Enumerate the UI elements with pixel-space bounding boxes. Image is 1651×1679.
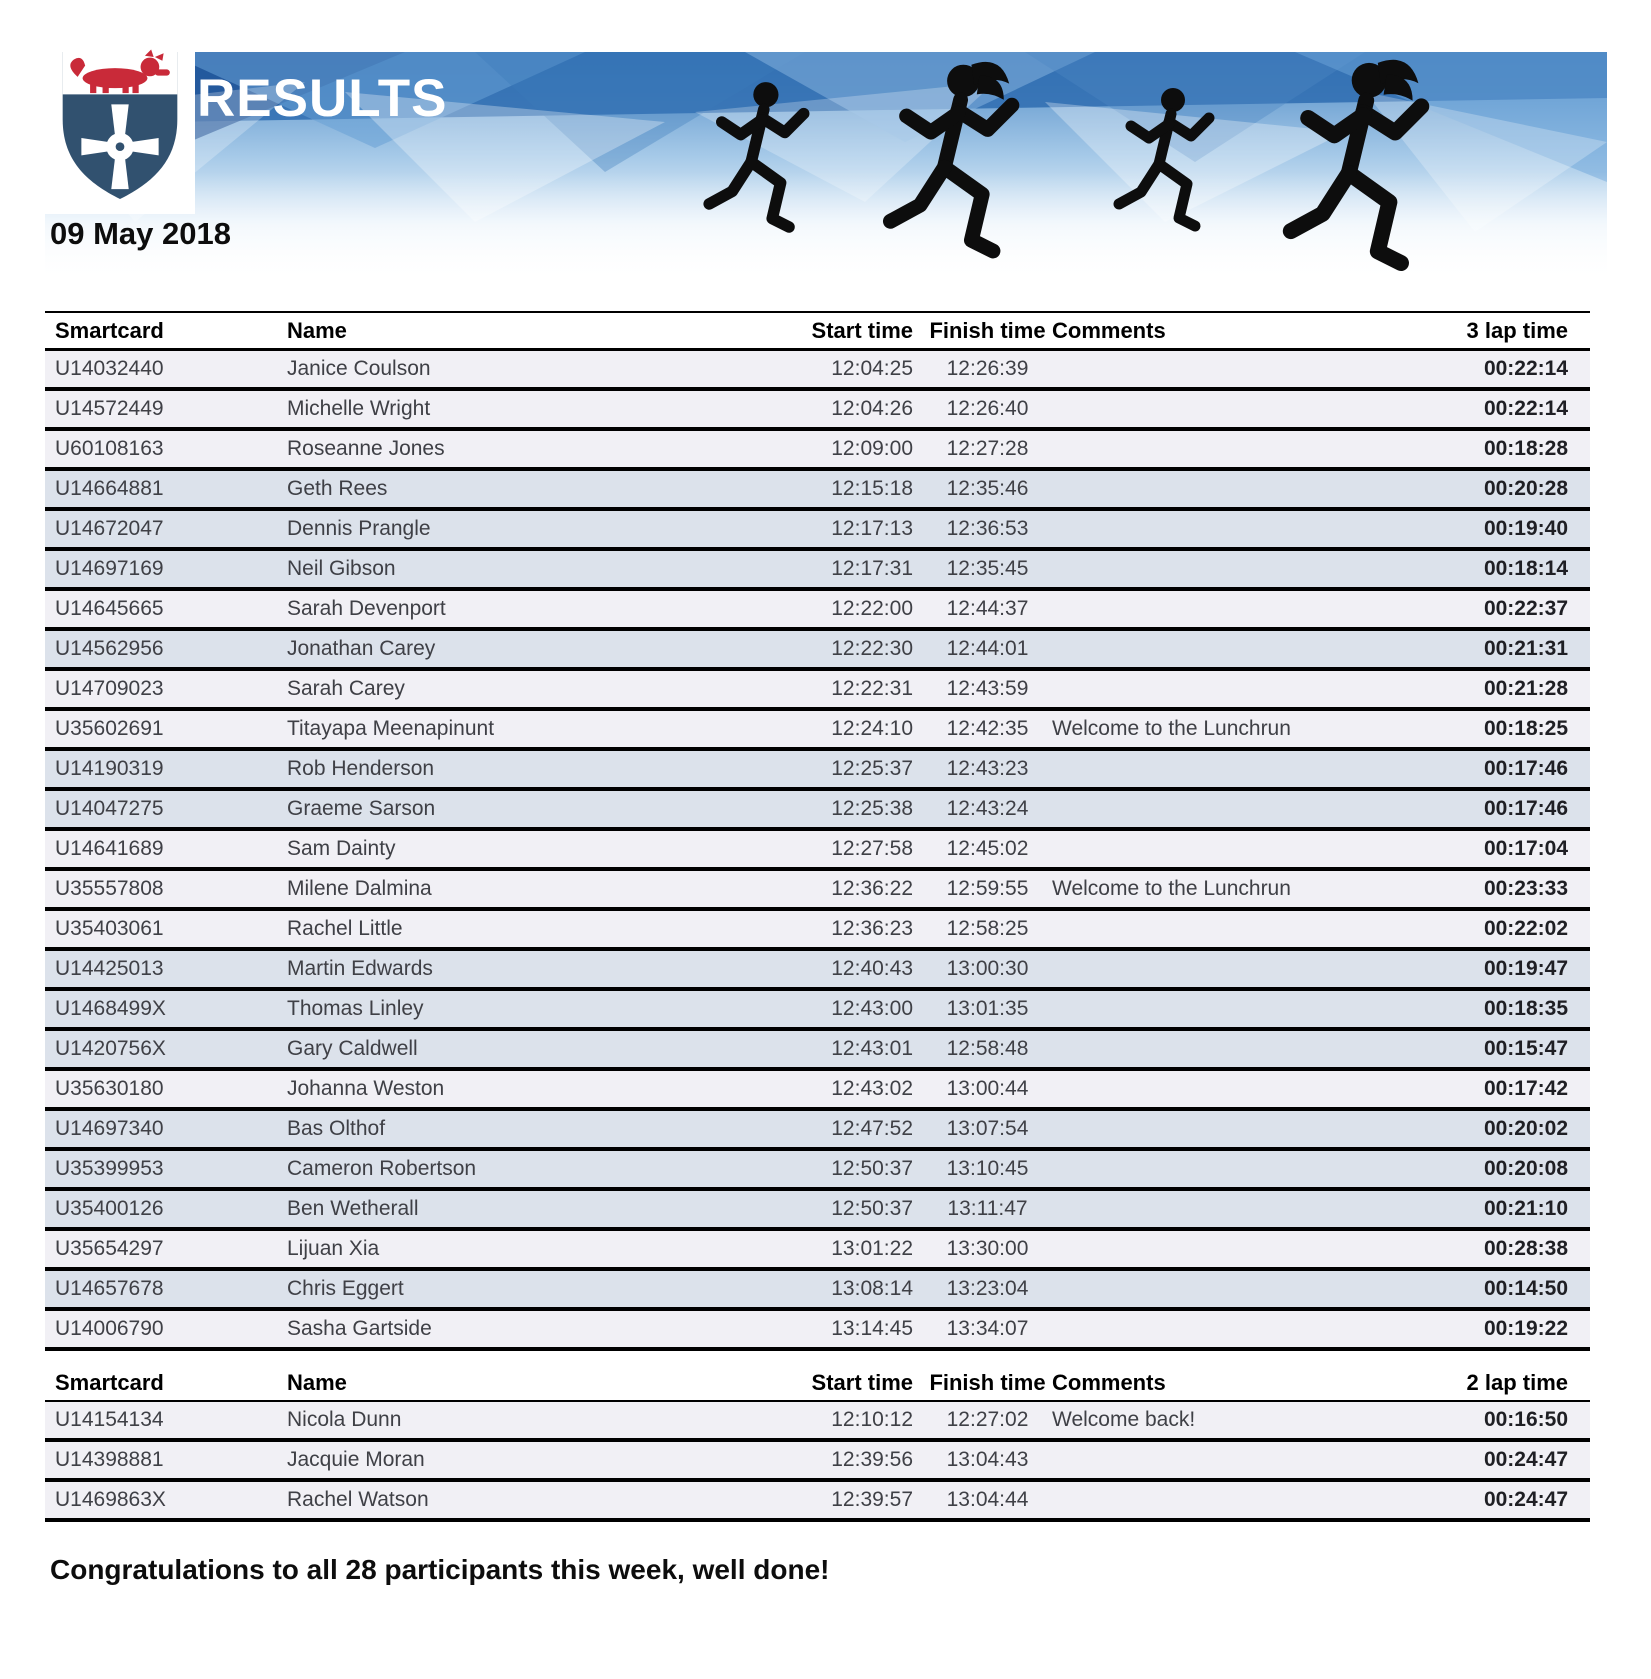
cell-name: Lijuan Xia <box>285 1229 810 1269</box>
cell-card: U35630180 <box>45 1069 285 1109</box>
cell-name: Jacquie Moran <box>285 1440 810 1480</box>
cell-start: 12:50:37 <box>810 1189 925 1229</box>
cell-start: 12:22:30 <box>810 629 925 669</box>
cell-name: Dennis Prangle <box>285 509 810 549</box>
cell-lap: 00:19:40 <box>1335 509 1590 549</box>
column-header-smartcard: Smartcard <box>45 1365 285 1401</box>
cell-card: U1420756X <box>45 1029 285 1069</box>
column-header-start-time: Start time <box>810 312 925 350</box>
cell-start: 12:17:31 <box>810 549 925 589</box>
cell-finish: 12:59:55 <box>925 869 1050 909</box>
cell-lap: 00:17:46 <box>1335 749 1590 789</box>
cell-comment <box>1050 629 1335 669</box>
cell-finish: 12:27:28 <box>925 429 1050 469</box>
cell-lap: 00:14:50 <box>1335 1269 1590 1309</box>
cell-comment <box>1050 1440 1335 1480</box>
cell-name: Roseanne Jones <box>285 429 810 469</box>
cell-name: Neil Gibson <box>285 549 810 589</box>
cell-finish: 12:43:23 <box>925 749 1050 789</box>
cell-lap: 00:22:14 <box>1335 389 1590 429</box>
table-row <box>45 1309 1590 1349</box>
cell-lap: 00:22:02 <box>1335 909 1590 949</box>
cell-finish: 12:26:39 <box>925 350 1050 390</box>
cell-comment <box>1050 1229 1335 1269</box>
results-table-3lap <box>45 311 1590 1351</box>
cell-start: 12:36:23 <box>810 909 925 949</box>
cell-lap: 00:17:46 <box>1335 789 1590 829</box>
cell-lap: 00:24:47 <box>1335 1480 1590 1520</box>
runner-silhouettes-icon <box>645 52 1605 282</box>
cell-start: 12:22:31 <box>810 669 925 709</box>
cell-lap: 00:18:28 <box>1335 429 1590 469</box>
cell-finish: 12:35:45 <box>925 549 1050 589</box>
table-row <box>45 949 1590 989</box>
cell-finish: 12:45:02 <box>925 829 1050 869</box>
column-header-finish-time: Finish time <box>925 1365 1050 1401</box>
cell-comment <box>1050 589 1335 629</box>
cell-card: U14664881 <box>45 469 285 509</box>
cell-lap: 00:23:33 <box>1335 869 1590 909</box>
cell-comment: Welcome to the Lunchrun <box>1050 869 1335 909</box>
column-header-name: Name <box>285 312 810 350</box>
cell-comment <box>1050 989 1335 1029</box>
cell-name: Graeme Sarson <box>285 789 810 829</box>
cell-finish: 13:11:47 <box>925 1189 1050 1229</box>
cell-card: U14697169 <box>45 549 285 589</box>
table-row <box>45 749 1590 789</box>
cell-comment <box>1050 1149 1335 1189</box>
cell-start: 12:17:13 <box>810 509 925 549</box>
cell-name: Milene Dalmina <box>285 869 810 909</box>
cell-card: U14572449 <box>45 389 285 429</box>
cell-card: U14006790 <box>45 1309 285 1349</box>
cell-comment <box>1050 669 1335 709</box>
cell-finish: 12:43:24 <box>925 789 1050 829</box>
cell-start: 12:25:37 <box>810 749 925 789</box>
cell-lap: 00:19:47 <box>1335 949 1590 989</box>
table-row <box>45 1480 1590 1520</box>
cell-start: 12:39:57 <box>810 1480 925 1520</box>
cell-start: 12:27:58 <box>810 829 925 869</box>
cell-name: Nicola Dunn <box>285 1401 810 1440</box>
cell-comment <box>1050 1189 1335 1229</box>
cell-finish: 12:35:46 <box>925 469 1050 509</box>
university-crest-icon <box>45 42 195 214</box>
cell-card: U60108163 <box>45 429 285 469</box>
table-row <box>45 669 1590 709</box>
column-header-finish-time: Finish time <box>925 312 1050 350</box>
cell-start: 12:43:01 <box>810 1029 925 1069</box>
cell-start: 12:43:00 <box>810 989 925 1029</box>
header-banner <box>45 42 1607 292</box>
cell-finish: 13:00:44 <box>925 1069 1050 1109</box>
cell-card: U35602691 <box>45 709 285 749</box>
cell-lap: 00:19:22 <box>1335 1309 1590 1349</box>
cell-card: U1469863X <box>45 1480 285 1520</box>
cell-lap: 00:22:37 <box>1335 589 1590 629</box>
table-row <box>45 469 1590 509</box>
cell-lap: 00:18:14 <box>1335 549 1590 589</box>
cell-card: U14697340 <box>45 1109 285 1149</box>
cell-finish: 12:42:35 <box>925 709 1050 749</box>
cell-card: U1468499X <box>45 989 285 1029</box>
cell-comment <box>1050 1480 1335 1520</box>
cell-name: Chris Eggert <box>285 1269 810 1309</box>
cell-comment <box>1050 749 1335 789</box>
cell-card: U35400126 <box>45 1189 285 1229</box>
cell-lap: 00:20:08 <box>1335 1149 1590 1189</box>
cell-name: Ben Wetherall <box>285 1189 810 1229</box>
cell-name: Martin Edwards <box>285 949 810 989</box>
cell-start: 12:24:10 <box>810 709 925 749</box>
cell-finish: 12:58:25 <box>925 909 1050 949</box>
cell-lap: 00:24:47 <box>1335 1440 1590 1480</box>
table-row <box>45 1440 1590 1480</box>
cell-name: Rachel Little <box>285 909 810 949</box>
cell-name: Sam Dainty <box>285 829 810 869</box>
table-row <box>45 1029 1590 1069</box>
cell-start: 12:50:37 <box>810 1149 925 1189</box>
cell-card: U14641689 <box>45 829 285 869</box>
cell-card: U14154134 <box>45 1401 285 1440</box>
cell-comment <box>1050 829 1335 869</box>
cell-comment <box>1050 1029 1335 1069</box>
table-row <box>45 789 1590 829</box>
table-row <box>45 1269 1590 1309</box>
cell-finish: 13:10:45 <box>925 1149 1050 1189</box>
cell-start: 12:15:18 <box>810 469 925 509</box>
cell-comment: Welcome to the Lunchrun <box>1050 709 1335 749</box>
cell-comment: Welcome back! <box>1050 1401 1335 1440</box>
cell-lap: 00:17:04 <box>1335 829 1590 869</box>
cell-start: 12:22:00 <box>810 589 925 629</box>
table-header <box>45 1365 1590 1401</box>
cell-finish: 13:34:07 <box>925 1309 1050 1349</box>
column-header-name: Name <box>285 1365 810 1401</box>
column-header-comments: Comments <box>1050 312 1335 350</box>
table-row <box>45 1401 1590 1440</box>
cell-name: Bas Olthof <box>285 1109 810 1149</box>
column-header-start-time: Start time <box>810 1365 925 1401</box>
cell-card: U14562956 <box>45 629 285 669</box>
column-header-2-lap-time: 2 lap time <box>1335 1365 1590 1401</box>
cell-finish: 13:04:44 <box>925 1480 1050 1520</box>
cell-finish: 12:44:37 <box>925 589 1050 629</box>
cell-start: 12:40:43 <box>810 949 925 989</box>
cell-comment <box>1050 1309 1335 1349</box>
cell-card: U14709023 <box>45 669 285 709</box>
table-row <box>45 1069 1590 1109</box>
cell-start: 12:25:38 <box>810 789 925 829</box>
table-row <box>45 909 1590 949</box>
table-row <box>45 709 1590 749</box>
cell-start: 13:14:45 <box>810 1309 925 1349</box>
cell-card: U14190319 <box>45 749 285 789</box>
cell-lap: 00:15:47 <box>1335 1029 1590 1069</box>
table-row <box>45 389 1590 429</box>
table-row <box>45 829 1590 869</box>
cell-start: 12:10:12 <box>810 1401 925 1440</box>
cell-start: 12:04:26 <box>810 389 925 429</box>
cell-comment <box>1050 789 1335 829</box>
cell-name: Janice Coulson <box>285 350 810 390</box>
cell-name: Sarah Carey <box>285 669 810 709</box>
cell-card: U14398881 <box>45 1440 285 1480</box>
results-table-2lap <box>45 1365 1590 1522</box>
cell-lap: 00:16:50 <box>1335 1401 1590 1440</box>
cell-name: Titayapa Meenapinunt <box>285 709 810 749</box>
cell-start: 13:01:22 <box>810 1229 925 1269</box>
column-header-comments: Comments <box>1050 1365 1335 1401</box>
table-row <box>45 509 1590 549</box>
cell-finish: 13:04:43 <box>925 1440 1050 1480</box>
cell-lap: 00:18:35 <box>1335 989 1590 1029</box>
cell-lap: 00:20:28 <box>1335 469 1590 509</box>
cell-finish: 12:43:59 <box>925 669 1050 709</box>
cell-card: U14032440 <box>45 350 285 390</box>
cell-name: Johanna Weston <box>285 1069 810 1109</box>
cell-start: 12:09:00 <box>810 429 925 469</box>
cell-lap: 00:20:02 <box>1335 1109 1590 1149</box>
cell-finish: 13:07:54 <box>925 1109 1050 1149</box>
cell-finish: 13:01:35 <box>925 989 1050 1029</box>
cell-comment <box>1050 949 1335 989</box>
cell-finish: 12:26:40 <box>925 389 1050 429</box>
cell-comment <box>1050 509 1335 549</box>
table-row <box>45 429 1590 469</box>
cell-name: Sasha Gartside <box>285 1309 810 1349</box>
cell-comment <box>1050 1069 1335 1109</box>
table-header <box>45 312 1590 350</box>
cell-start: 13:08:14 <box>810 1269 925 1309</box>
table-row <box>45 1149 1590 1189</box>
cell-card: U14657678 <box>45 1269 285 1309</box>
cell-start: 12:36:22 <box>810 869 925 909</box>
cell-comment <box>1050 389 1335 429</box>
cell-start: 12:47:52 <box>810 1109 925 1149</box>
cell-finish: 12:36:53 <box>925 509 1050 549</box>
cell-card: U14425013 <box>45 949 285 989</box>
cell-name: Rachel Watson <box>285 1480 810 1520</box>
cell-name: Sarah Devenport <box>285 589 810 629</box>
cell-comment <box>1050 549 1335 589</box>
table-row <box>45 1109 1590 1149</box>
cell-lap: 00:21:31 <box>1335 629 1590 669</box>
table-row <box>45 1229 1590 1269</box>
table-row <box>45 549 1590 589</box>
cell-name: Cameron Robertson <box>285 1149 810 1189</box>
cell-card: U35557808 <box>45 869 285 909</box>
cell-card: U14672047 <box>45 509 285 549</box>
cell-comment <box>1050 1269 1335 1309</box>
cell-card: U14047275 <box>45 789 285 829</box>
table-row <box>45 1189 1590 1229</box>
cell-comment <box>1050 1109 1335 1149</box>
cell-lap: 00:17:42 <box>1335 1069 1590 1109</box>
table-row <box>45 869 1590 909</box>
cell-start: 12:04:25 <box>810 350 925 390</box>
table-row <box>45 589 1590 629</box>
cell-lap: 00:21:28 <box>1335 669 1590 709</box>
cell-finish: 12:58:48 <box>925 1029 1050 1069</box>
results-content <box>45 311 1590 1586</box>
cell-lap: 00:22:14 <box>1335 350 1590 390</box>
column-header-smartcard: Smartcard <box>45 312 285 350</box>
cell-name: Jonathan Carey <box>285 629 810 669</box>
table-row <box>45 350 1590 390</box>
cell-name: Thomas Linley <box>285 989 810 1029</box>
column-header-3-lap-time: 3 lap time <box>1335 312 1590 350</box>
cell-start: 12:43:02 <box>810 1069 925 1109</box>
cell-finish: 13:23:04 <box>925 1269 1050 1309</box>
cell-lap: 00:18:25 <box>1335 709 1590 749</box>
cell-comment <box>1050 350 1335 390</box>
cell-start: 12:39:56 <box>810 1440 925 1480</box>
table-row <box>45 989 1590 1029</box>
cell-card: U35654297 <box>45 1229 285 1269</box>
cell-comment <box>1050 429 1335 469</box>
cell-card: U35403061 <box>45 909 285 949</box>
cell-name: Rob Henderson <box>285 749 810 789</box>
cell-card: U35399953 <box>45 1149 285 1189</box>
congratulations-message: Congratulations to all 28 participants this week, well done! <box>50 1554 830 1585</box>
cell-lap: 00:28:38 <box>1335 1229 1590 1269</box>
cell-lap: 00:21:10 <box>1335 1189 1590 1229</box>
cell-comment <box>1050 469 1335 509</box>
page-title: RESULTS <box>197 69 448 128</box>
cell-comment <box>1050 909 1335 949</box>
cell-finish: 13:00:30 <box>925 949 1050 989</box>
cell-finish: 12:44:01 <box>925 629 1050 669</box>
cell-name: Michelle Wright <box>285 389 810 429</box>
event-date: 09 May 2018 <box>50 216 231 251</box>
cell-name: Geth Rees <box>285 469 810 509</box>
cell-finish: 12:27:02 <box>925 1401 1050 1440</box>
table-row <box>45 629 1590 669</box>
cell-finish: 13:30:00 <box>925 1229 1050 1269</box>
cell-name: Gary Caldwell <box>285 1029 810 1069</box>
cell-card: U14645665 <box>45 589 285 629</box>
